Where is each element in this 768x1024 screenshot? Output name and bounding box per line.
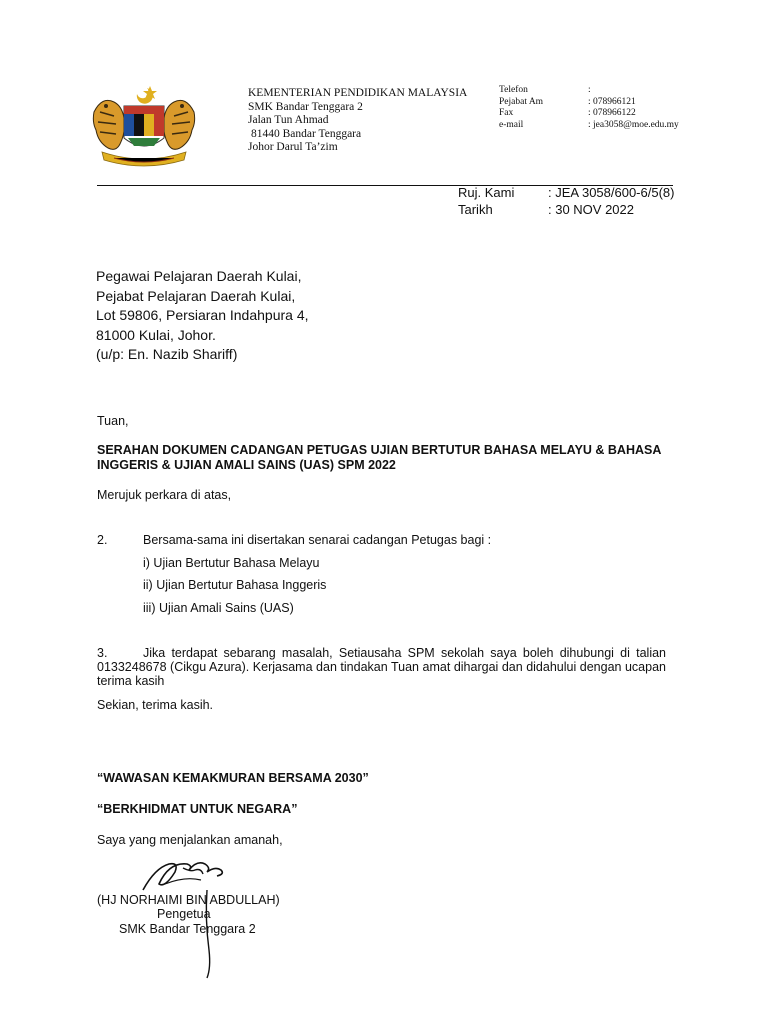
signatory-school: SMK Bandar Tenggara 2 — [119, 922, 256, 936]
recipient-line: Pejabat Pelajaran Daerah Kulai, — [96, 287, 296, 304]
recipient-address — [96, 267, 309, 365]
opening-line: Merujuk perkara di atas, — [97, 488, 232, 502]
state-name: Johor Darul Ta’zim — [248, 141, 338, 153]
date-row — [458, 202, 674, 219]
para3-text: Jika terdapat sebarang masalah, Setiausaha SPM sekolah saya boleh dihubungi di talian 0133248678 (Cikgu Azura). Kerjasama dan tindakan Tuan amat dihargai dan didahului dengan ucapan terima kasih — [97, 646, 666, 688]
recipient-line: Pegawai Pelajaran Daerah Kulai, — [96, 268, 302, 284]
contact-value: : — [588, 85, 591, 95]
signatory-name: (HJ NORHAIMI BIN ABDULLAH) — [97, 893, 280, 907]
contact-row-pejabat — [499, 97, 679, 109]
contact-label: Pejabat Am — [499, 96, 544, 107]
ref-label: Ruj. Kami — [458, 185, 515, 200]
coat-of-arms-logo — [84, 82, 204, 170]
date-label: Tarikh — [458, 201, 493, 217]
contact-row-fax — [499, 108, 679, 120]
contact-value: : 078966122 — [588, 108, 636, 118]
recipient-line: 81000 Kulai, Johor. — [96, 326, 216, 343]
school-header — [248, 87, 467, 155]
reference-block — [458, 185, 674, 218]
para2-text: Bersama-sama ini disertakan senarai cadangan Petugas bagi : — [143, 533, 492, 547]
para3-number: 3. — [97, 646, 108, 660]
contact-label: Telefon — [499, 85, 528, 95]
contact-label: Fax — [499, 108, 514, 118]
contact-label: e-mail — [499, 119, 524, 130]
contact-block — [499, 85, 679, 131]
ref-value: : JEA 3058/600-6/5(8) — [548, 185, 675, 200]
list-item: i) Ujian Bertutur Bahasa Melayu — [143, 556, 320, 570]
closing-line: Sekian, terima kasih. — [97, 698, 214, 712]
postcode-town: 81440 Bandar Tenggara — [251, 127, 362, 140]
para3 — [97, 646, 666, 688]
ministry-name: KEMENTERIAN PENDIDIKAN MALAYSIA — [248, 87, 468, 99]
list-item: ii) Ujian Bertutur Bahasa Inggeris — [143, 578, 327, 592]
salutation: Tuan, — [97, 414, 129, 428]
amanah-line: Saya yang menjalankan amanah, — [97, 833, 283, 847]
subject-heading: SERAHAN DOKUMEN CADANGAN PETUGAS UJIAN BERTUTUR BAHASA MELAYU & BAHASA INGGERIS & UJIAN AMALI SAINS (UAS) SPM 2022 — [97, 443, 661, 472]
recipient-line: Lot 59806, Persiaran Indahpura 4, — [96, 307, 309, 323]
contact-row-email — [499, 120, 679, 132]
list-item: iii) Ujian Amali Sains (UAS) — [143, 601, 294, 615]
slogan-wawasan: “WAWASAN KEMAKMURAN BERSAMA 2030” — [97, 771, 369, 785]
signatory-title: Pengetua — [157, 907, 211, 921]
recipient-line: (u/p: En. Nazib Shariff) — [96, 346, 238, 362]
date-value: : 30 NOV 2022 — [548, 201, 634, 217]
ref-row — [458, 185, 674, 202]
slogan-berkhidmat: “BERKHIDMAT UNTUK NEGARA” — [97, 802, 298, 816]
contact-row-telefon — [499, 85, 679, 97]
street-address: Jalan Tun Ahmad — [248, 114, 329, 126]
contact-value: : jea3058@moe.edu.my — [588, 119, 679, 130]
contact-value: : 078966121 — [588, 96, 636, 107]
school-name: SMK Bandar Tenggara 2 — [248, 100, 363, 113]
para2-number: 2. — [97, 533, 108, 547]
